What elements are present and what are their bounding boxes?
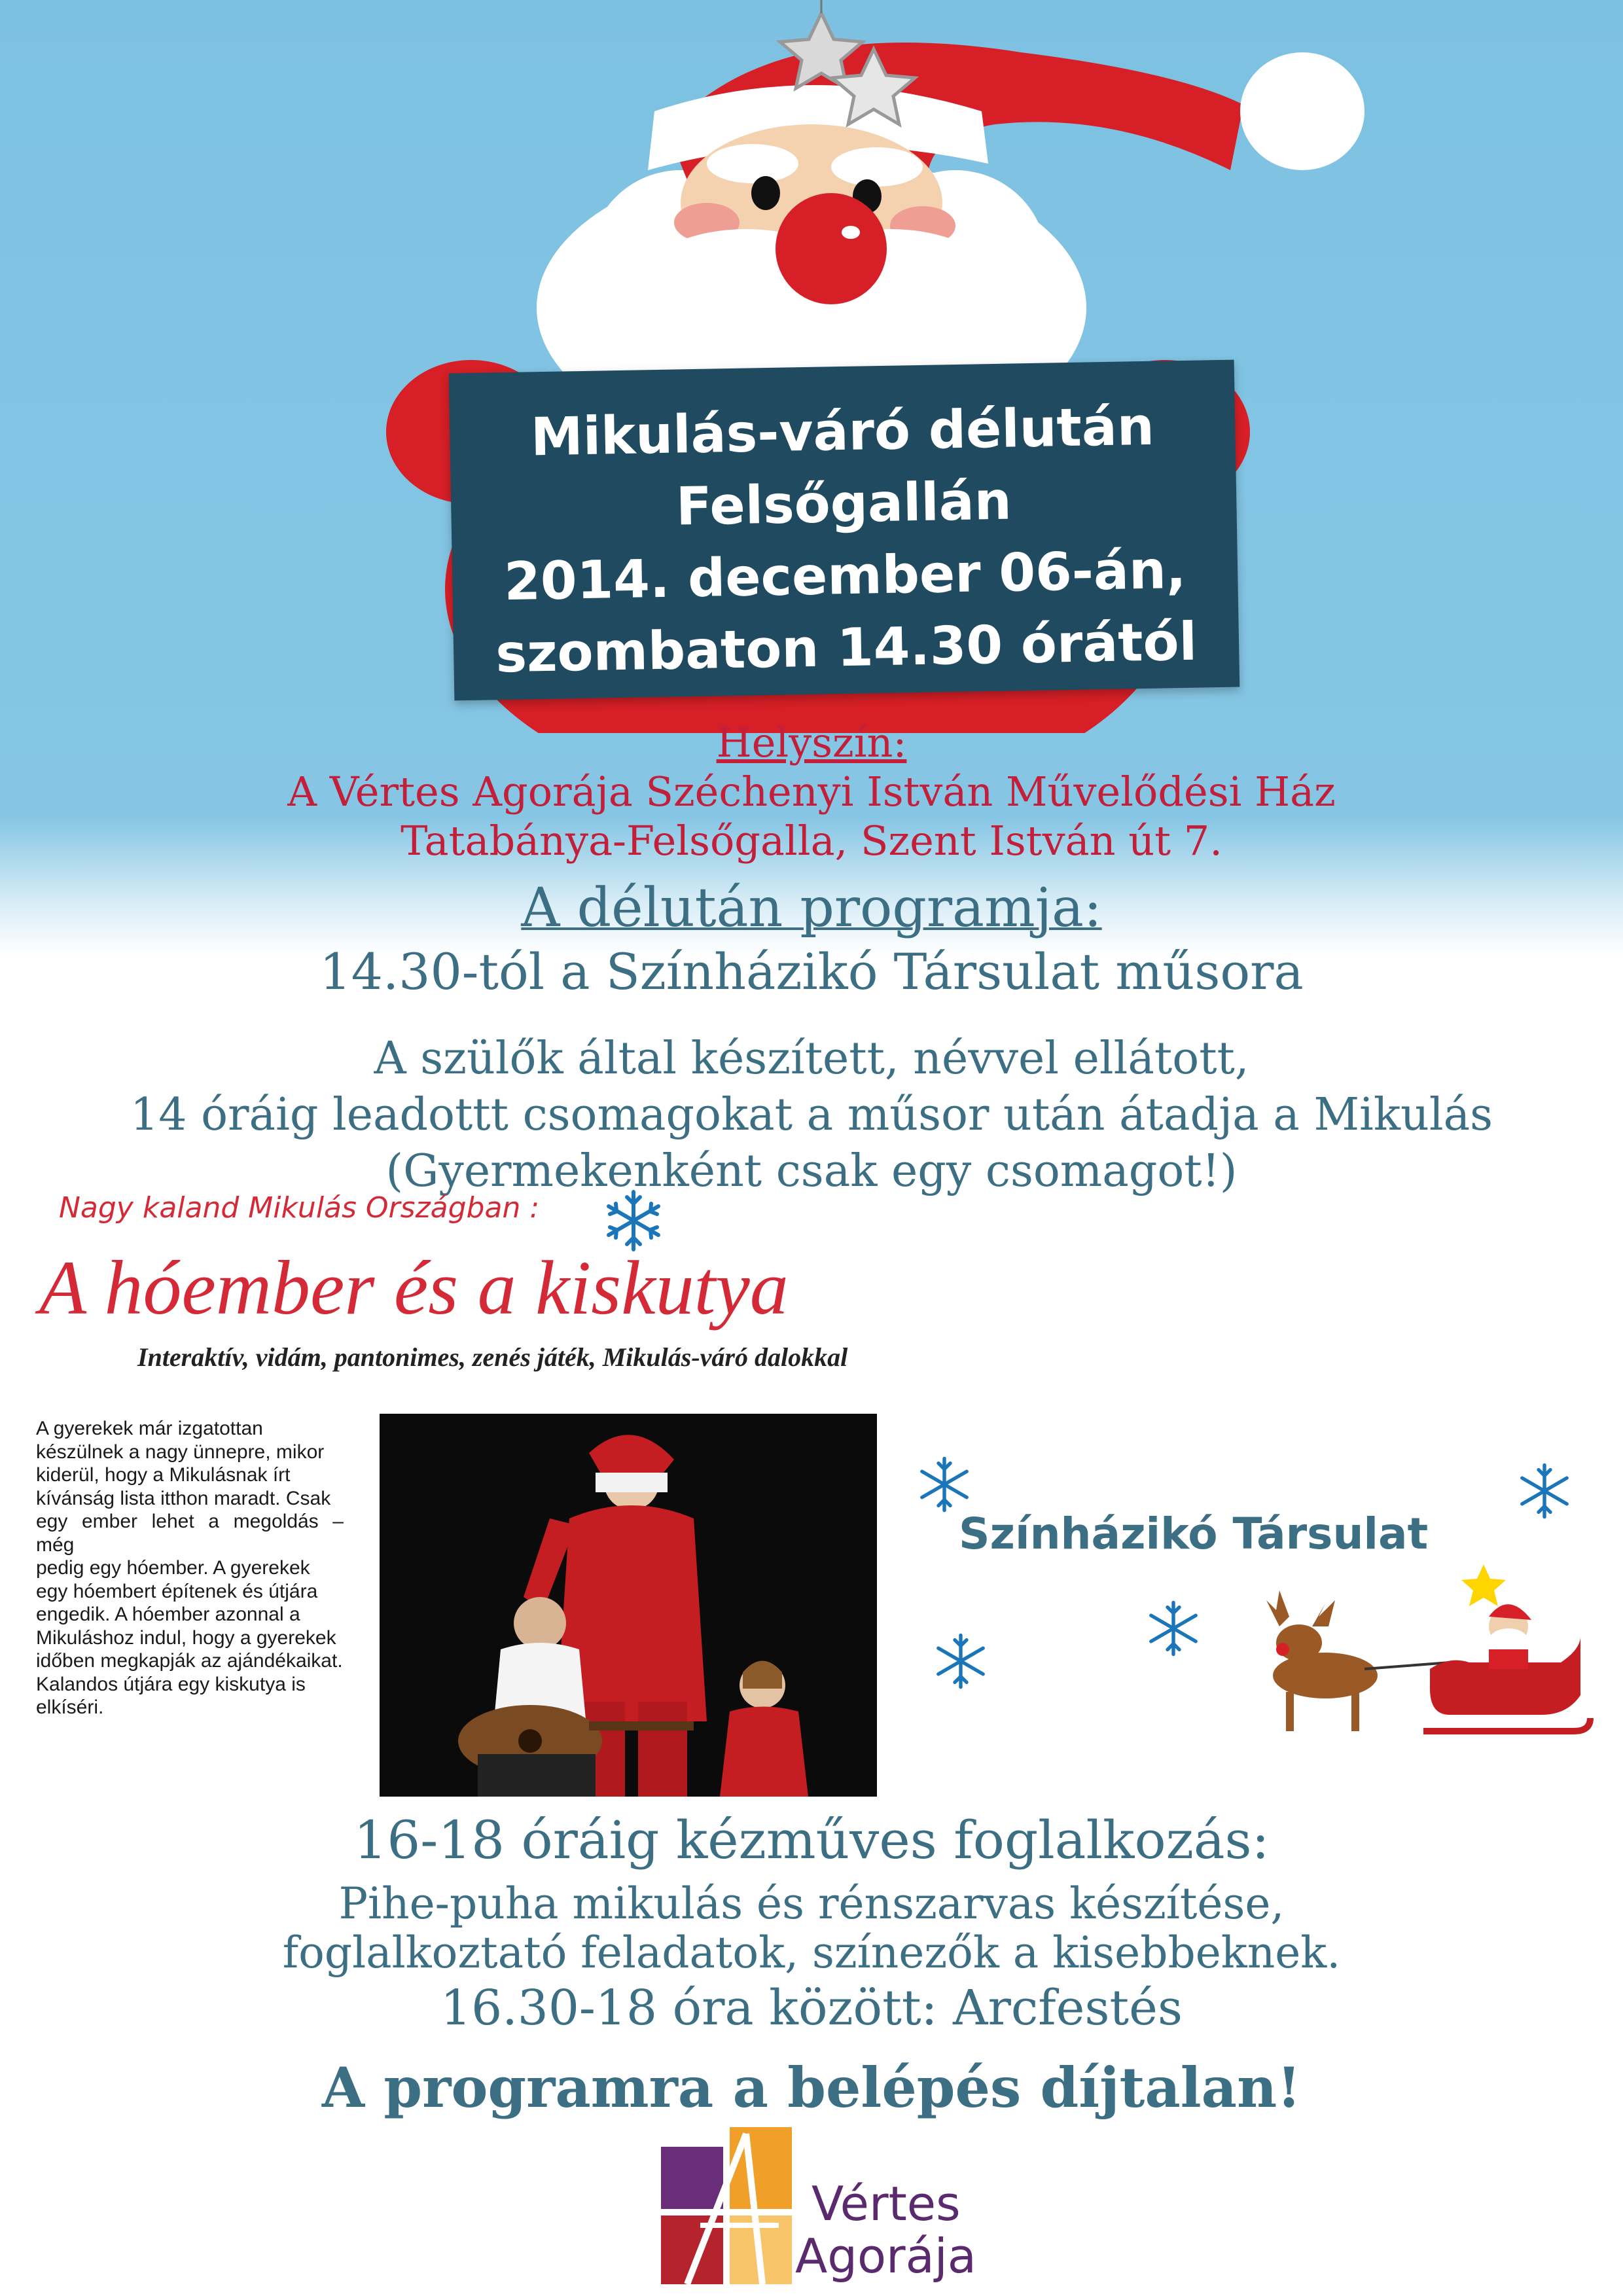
show-subtitle: Interaktív, vidám, pantonimes, zenés játék, Mikulás-váró dalokkal [137,1342,848,1372]
story-line: Kalandos útjára egy kiskutya is [36,1673,306,1695]
free-entry-notice: A programra a belépés díjtalan! [321,2055,1302,2120]
logo-text: Agorája [795,2229,976,2284]
workshop-line: foglalkoztató feladatok, színezők a kisebbeknek. [282,1928,1341,1978]
story-line: elkíséri. [36,1696,104,1718]
snowflake-icon [1515,1462,1574,1520]
title-banner [449,360,1240,701]
parcel-line: (Gyermekenként csak egy csomagot!) [385,1145,1238,1197]
story-line: Mikuláshoz indul, hogy a gyerekek [36,1626,336,1649]
show-story [36,1417,344,1719]
sleigh-icon [1253,1564,1594,1748]
snowflake-icon [915,1455,974,1514]
venue-address: Tatabánya-Felsőgalla, Szent István út 7. [401,817,1222,865]
story-line: egy hóembert építenek és útjára [36,1580,318,1602]
snowflake-icon [931,1632,990,1691]
parcel-line: 14 óráig leadottt csomagokat a műsor után átadja a Mikulás [130,1089,1493,1141]
stage-photo [380,1414,877,1797]
venue-name: A Vértes Agorája Széchenyi István Művelődési Ház [287,768,1336,816]
story-line: pedig egy hóember. A gyerekek [36,1557,310,1579]
show-series: Nagy kaland Mikulás Országban : [59,1191,540,1225]
banner-time: szombaton 14.30 órától [495,611,1198,685]
story-line: egy ember lehet a megoldás – még [36,1511,344,1556]
parcel-info [0,1031,1623,1200]
logo-text: Vértes [812,2176,961,2231]
story-line: kívánság lista itthon maradt. Csak [36,1487,331,1509]
banner-location: Felsőgallán [675,470,1012,537]
workshop-heading: 16-18 óráig kézműves foglalkozás: [353,1810,1270,1871]
show-title: A hóember és a kiskutya [39,1245,789,1331]
parcel-line: A szülők által készített, névvel ellátott, [374,1033,1249,1085]
story-line: időben megkapják az ajándékaikat. [36,1650,343,1672]
story-line: engedik. A hóember azonnal a [36,1604,300,1625]
program-heading: A délután programja: [521,877,1102,939]
story-line: készülnek a nagy ünnepre, mikor [36,1441,325,1463]
facepaint-info: 16.30-18 óra között: Arcfestés [440,1980,1183,2036]
story-line: kiderül, hogy a Mikulásnak írt [36,1464,291,1486]
venue-label: Helyszín: [716,719,907,766]
program-show-time: 14.30-tól a Színházikó Társulat műsora [319,942,1304,1001]
story-line: A gyerekek már izgatottan [36,1418,263,1439]
banner-date: 2014. december 06-án, [503,539,1187,613]
banner-title: Mikulás-váró délután [530,395,1155,468]
workshop-line: Pihe-puha mikulás és rénszarvas készítése, [338,1878,1285,1929]
snowflake-icon [1144,1599,1203,1658]
theater-company-name: Színházikó Társulat [959,1509,1429,1559]
vertes-agoraja-logo-icon [648,2127,805,2284]
